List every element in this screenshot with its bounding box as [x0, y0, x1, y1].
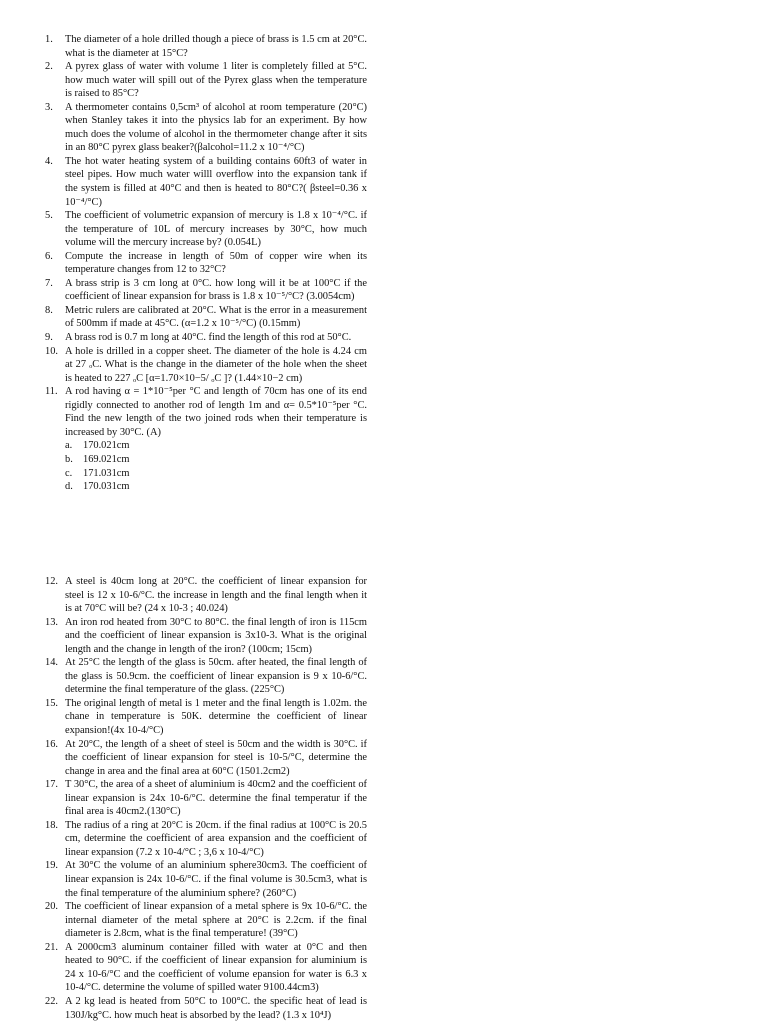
option-text: 169.021cm	[83, 453, 130, 465]
question-text: At 30°C the volume of an aluminium sphere30cm3. The coefficient of linear expansion is 24x 10-6/°C. if the final volume is 30.5cm3, what is the final temperature of the aluminium sphere? (260°C)	[65, 860, 367, 899]
question-item	[45, 250, 367, 277]
answer-option	[65, 439, 367, 453]
question-text: The radius of a ring at 20°C is 20cm. if the final radius at 100°C is 20.5 cm, determine the coefficient of area expansion and the coefficient of linear expansion (7.2 x 10-4/°C ; 3,6 x 10-4/°C)	[65, 819, 367, 858]
question-item	[45, 738, 367, 779]
question-number: 13.	[45, 616, 58, 628]
question-text: An iron rod heated from 30°C to 80°C. the final length of iron is 115cm and the coefficient of linear expansion is 3x10-3. What is the original length and the change in length of the iron? (100cm; 15cm)	[65, 616, 367, 655]
question-number: 8.	[45, 304, 53, 316]
question-item	[45, 304, 367, 331]
question-number: 20.	[45, 901, 58, 913]
question-item	[45, 331, 367, 345]
question-text: At 25°C the length of the glass is 50cm. after heated, the final length of the glass is 50.9cm. the coefficient of linear expansion is 9 x 10-6/°C. determine the final temperature of the glass. (225°C)	[65, 657, 367, 696]
question-item	[45, 60, 367, 101]
question-number: 11.	[45, 386, 58, 398]
question-item	[45, 656, 367, 697]
question-text: A steel is 40cm long at 20°C. the coefficient of linear expansion for steel is 12 x 10-6/°C. the increase in length and the final length when it is at 70°C will be? (24 x 10-3 ; 40.024)	[65, 576, 367, 615]
question-item	[45, 345, 367, 386]
question-number: 19.	[45, 860, 58, 872]
question-number: 12.	[45, 576, 58, 587]
question-text: A 2 kg lead is heated from 50°C to 100°C. the specific heat of lead is 130J/kg°C. how much heat is absorbed by the lead? (1.3 x 10⁴J)	[65, 995, 367, 1021]
question-item	[45, 385, 367, 439]
question-text: The coefficient of volumetric expansion of mercury is 1.8 x 10⁻⁴/°C. if the temperature of 10L of mercury increases by 30°C, how much volume will the mercury increase by? (0.054L)	[65, 210, 367, 249]
question-text: The diameter of a hole drilled though a piece of brass is 1.5 cm at 20°C. what is the diameter at 15°C?	[65, 34, 367, 59]
question-number: 21.	[45, 941, 58, 953]
question-text: Compute the increase in length of 50m of copper wire when its temperature changes from 12 to 32°C?	[65, 250, 367, 276]
question-item	[45, 819, 367, 860]
question-item	[45, 941, 367, 995]
option-letter: c.	[65, 467, 73, 479]
question-item	[45, 995, 367, 1022]
question-item	[45, 277, 367, 304]
option-text: 171.031cm	[83, 467, 130, 479]
question-item	[45, 101, 367, 155]
question-number: 17.	[45, 779, 58, 791]
question-text: A 2000cm3 aluminum container filled with water at 0°C and then heated to 90°C. if the coefficient of linear expansion for aluminium is 24 x 10-6/°C and the coefficient of volume epansion for water is 6.3 x 10-4/°C. determine the volume of spilled water 9100.44cm3)	[65, 941, 367, 994]
question-number: 6.	[45, 250, 53, 262]
question-item	[45, 778, 367, 819]
option-letter: b.	[65, 453, 73, 465]
answer-option	[65, 480, 367, 494]
question-text: T 30°C, the area of a sheet of aluminium is 40cm2 and the coefficient of linear expansion is 24x 10-6/°C. determine the final temperatur if the final area is 40cm2.(130°C)	[65, 779, 367, 818]
question-text: The hot water heating system of a building contains 60ft3 of water in steel pipes. How much water willl overflow into the expansion tank if the system is filled at 40°C and then is heated to 80°C?( βsteel=0.36 x 10⁻⁴/°C)	[65, 155, 367, 208]
question-text: The original length of metal is 1 meter and the final length is 1.02m. the chane in temperature is 50K. determine the coefficient of linear expansion!(4x 10-4/°C)	[65, 697, 367, 737]
question-number: 22.	[45, 995, 58, 1007]
question-text: A brass strip is 3 cm long at 0°C. how long will it be at 100°C if the coefficient of linear expansion for brass is 1.8 x 10⁻⁵/°C? (3.0054cm)	[65, 277, 367, 303]
option-letter: d.	[65, 481, 73, 493]
option-text: 170.021cm	[83, 440, 130, 452]
question-number: 10.	[45, 345, 58, 357]
question-item	[45, 900, 367, 941]
question-text: A thermometer contains 0,5cm³ of alcohol at room temperature (20°C) when Stanley takes it into the physics lab for an experiment. By how much does the volume of alcohol in the thermometer change after it sits in an 80°C pyrex glass beaker?(βalcohol=11.2 x 10⁻⁴/°C)	[65, 101, 367, 154]
question-item	[45, 859, 367, 900]
answer-option	[65, 467, 367, 481]
answer-option	[65, 453, 367, 467]
question-number: 2.	[45, 61, 53, 73]
question-item	[45, 33, 367, 60]
questions-column-bottom	[45, 575, 367, 1022]
question-number: 15.	[45, 697, 58, 709]
option-letter: a.	[65, 440, 73, 452]
question-number: 3.	[45, 101, 53, 113]
question-item	[45, 616, 367, 657]
question-text: At 20°C, the length of a sheet of steel is 50cm and the width is 30°C. if the coefficient of linear expansion for steel is 10-5/°C, determine the change in area and the final area at 60°C (1501.2cm2)	[65, 738, 367, 777]
question-number: 4.	[45, 155, 53, 167]
question-text: A brass rod is 0.7 m long at 40°C. find the length of this rod at 50°C.	[65, 332, 352, 344]
question-text: A hole is drilled in a copper sheet. The diameter of the hole is 4.24 cm at 27 ₒC. What is the change in the diameter of the hole when the sheet is heated to 227 ₒC [α=1.70×10−5/ ₒC ]? (1.44×10−2 cm)	[65, 345, 367, 384]
questions-column-top	[45, 33, 367, 494]
question-number: 9.	[45, 332, 53, 344]
question-number: 16.	[45, 738, 58, 750]
option-text: 170.031cm	[83, 481, 130, 493]
question-number: 5.	[45, 210, 53, 222]
question-item	[45, 697, 367, 738]
question-item	[45, 155, 367, 209]
question-text: The coefficient of linear expansion of a metal sphere is 9x 10-6/°C. the internal diameter of the metal sphere at 20°C is 2.2cm. if the final diameter is 2.8cm, what is the final temperature! (39°C)	[65, 901, 367, 940]
question-number: 1.	[45, 34, 53, 45]
question-number: 7.	[45, 277, 53, 289]
question-text: A pyrex glass of water with volume 1 liter is completely filled at 5°C. how much water will spill out of the Pyrex glass when the temperature is raised to 85°C?	[65, 61, 367, 100]
question-number: 14.	[45, 657, 58, 669]
question-item	[45, 575, 367, 616]
question-number: 18.	[45, 819, 58, 831]
question-item	[45, 209, 367, 250]
answer-options	[65, 439, 367, 493]
question-text: A rod having α = 1*10⁻⁵per °C and length of 70cm has one of its end rigidly connected to another rod of length 1m and α= 0.5*10⁻⁵per °C. Find the new length of the two joined rods when their temperature is increased by 30°C. (A)	[65, 386, 367, 438]
question-text: Metric rulers are calibrated at 20°C. What is the error in a measurement of 500mm if made at 45°C. (α=1.2 x 10⁻⁵/°C) (0.15mm)	[65, 304, 367, 330]
